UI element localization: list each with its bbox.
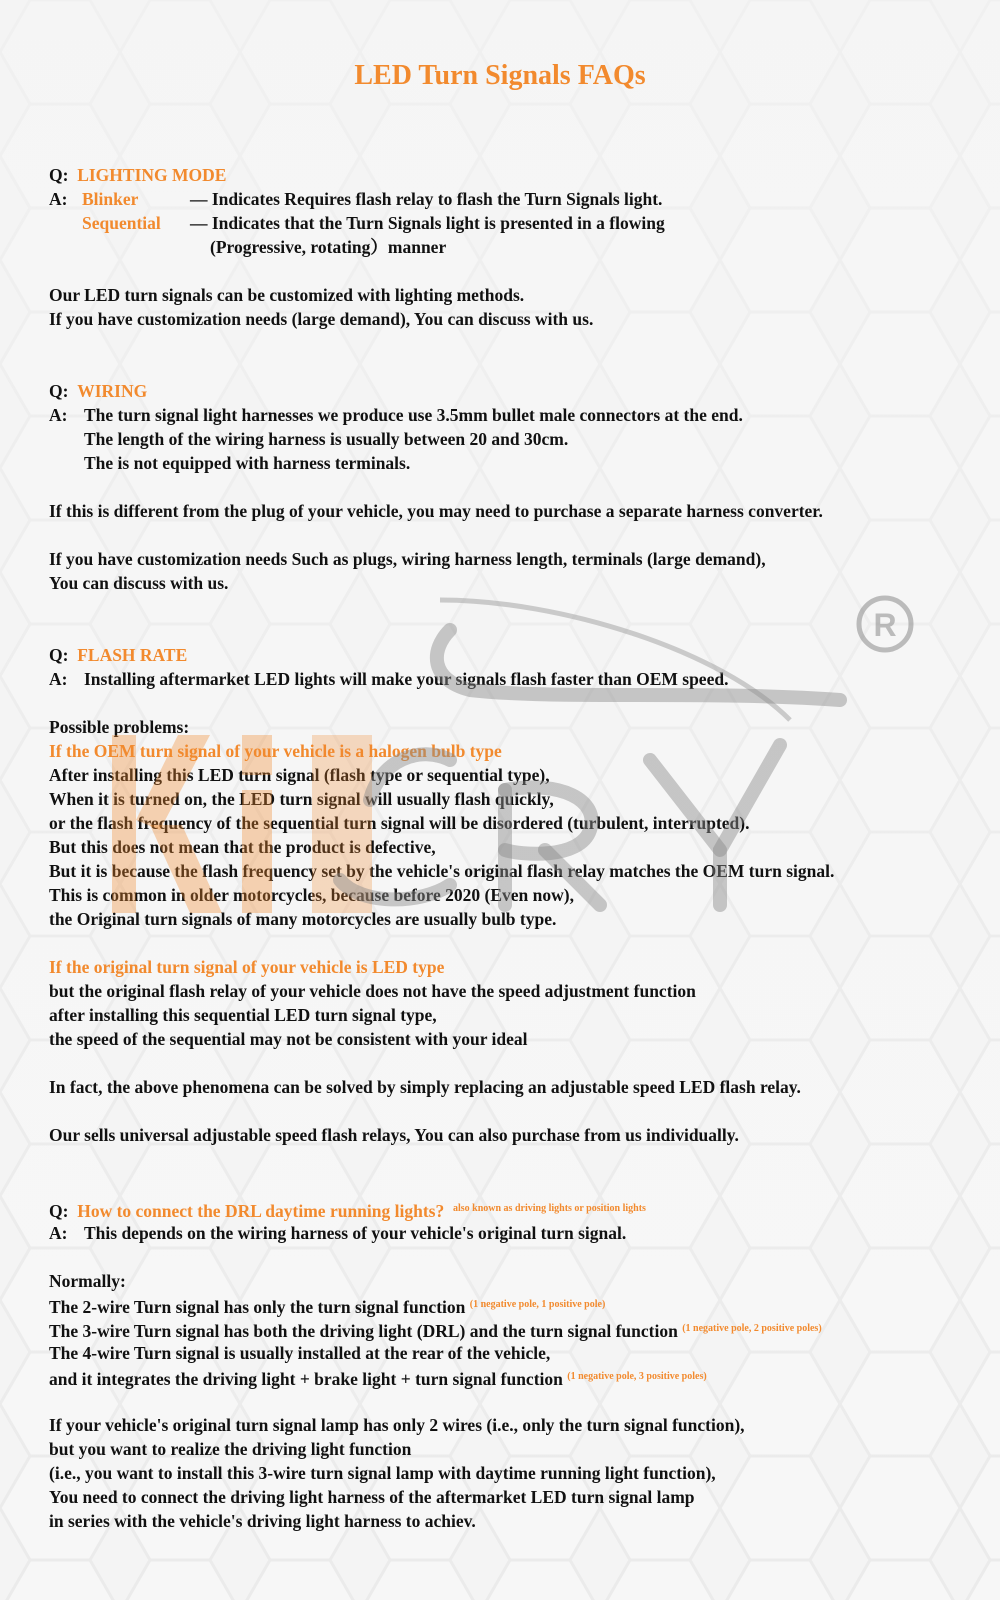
question-wiring [49, 380, 147, 402]
two-wire-line [49, 1294, 605, 1318]
blinker-description: — Indicates Requires flash relay to flash the Turn Signals light. [190, 189, 663, 209]
question-lighting [49, 164, 226, 186]
wiring-note-1: If this is different from the plug of your vehicle, you may need to purchase a separate harness converter. [49, 501, 823, 521]
four-wire-line-2 [49, 1366, 707, 1390]
answer-label-drl: A: [49, 1223, 68, 1243]
normally-label: Normally: [49, 1271, 126, 1291]
drl-explain-2: but you want to realize the driving light function [49, 1439, 412, 1459]
answer-label-flash: A: [49, 669, 68, 689]
question-text: WIRING [77, 381, 148, 401]
halogen-line-5: But it is because the flash frequency set by the vehicle's original flash relay matches the OEM turn signal. [49, 861, 835, 881]
three-wire-line [49, 1318, 822, 1342]
four-wire-text: and it integrates the driving light + brake light + turn signal function [49, 1369, 563, 1389]
drl-explain-1: If your vehicle's original turn signal lamp has only 2 wires (i.e., only the turn signal function), [49, 1415, 745, 1435]
drl-explain-5: in series with the vehicle's driving light harness to achiev. [49, 1511, 476, 1531]
question-note: also known as driving lights or position lights [452, 1203, 646, 1214]
halogen-heading: If the OEM turn signal of your vehicle is a halogen bulb type [49, 741, 502, 761]
blinker-term: Blinker [82, 189, 139, 209]
wiring-answer-2: The length of the wiring harness is usually between 20 and 30cm. [84, 429, 569, 449]
lighting-note-2: If you have customization needs (large demand), You can discuss with us. [49, 309, 594, 329]
led-line-1: but the original flash relay of your vehicle does not have the speed adjustment function [49, 981, 696, 1001]
sequential-description-2: (Progressive, rotating）manner [210, 237, 447, 257]
wiring-answer-3: The is not equipped with harness terminals. [84, 453, 411, 473]
four-wire-line-1: The 4-wire Turn signal is usually installed at the rear of the vehicle, [49, 1343, 551, 1363]
page-title: LED Turn Signals FAQs [354, 60, 646, 91]
halogen-line-4: But this does not mean that the product is defective, [49, 837, 436, 857]
two-wire-text: The 2-wire Turn signal has only the turn signal function [49, 1297, 466, 1317]
lighting-note-1: Our LED turn signals can be customized with lighting methods. [49, 285, 525, 305]
flash-fix: In fact, the above phenomena can be solved by simply replacing an adjustable speed LED flash relay. [49, 1077, 801, 1097]
halogen-line-7: the Original turn signals of many motorcycles are usually bulb type. [49, 909, 557, 929]
question-text: LIGHTING MODE [77, 165, 227, 185]
four-wire-note: (1 negative pole, 3 positive poles) [567, 1371, 707, 1382]
two-wire-note: (1 negative pole, 1 positive pole) [469, 1299, 606, 1310]
halogen-line-3: or the flash frequency of the sequential turn signal will be disordered (turbulent, interrupted). [49, 813, 750, 833]
wiring-note-3: You can discuss with us. [49, 573, 229, 593]
led-line-3: the speed of the sequential may not be consistent with your ideal [49, 1029, 528, 1049]
possible-problems: Possible problems: [49, 717, 190, 737]
drl-explain-3: (i.e., you want to install this 3-wire turn signal lamp with daytime running light function), [49, 1463, 716, 1483]
wiring-note-2: If you have customization needs Such as plugs, wiring harness length, terminals (large demand), [49, 549, 766, 569]
halogen-line-6: This is common in older motorcycles, because before 2020 (Even now), [49, 885, 574, 905]
answer-label-lighting: A: [49, 189, 68, 209]
led-line-2: after installing this sequential LED turn signal type, [49, 1005, 437, 1025]
flash-sell: Our sells universal adjustable speed flash relays, You can also purchase from us individually. [49, 1125, 739, 1145]
drl-explain-4: You need to connect the driving light harness of the aftermarket LED turn signal lamp [49, 1487, 695, 1507]
flash-answer: Installing aftermarket LED lights will make your signals flash faster than OEM speed. [84, 669, 729, 689]
wiring-answer-1: The turn signal light harnesses we produce use 3.5mm bullet male connectors at the end. [84, 405, 743, 425]
three-wire-note: (1 negative pole, 2 positive poles) [682, 1323, 822, 1334]
question-text: FLASH RATE [77, 645, 188, 665]
answer-label-wiring: A: [49, 405, 68, 425]
q-label: Q: [49, 645, 69, 665]
halogen-line-2: When it is turned on, the LED turn signal will usually flash quickly, [49, 789, 554, 809]
three-wire-text: The 3-wire Turn signal has both the driving light (DRL) and the turn signal function [49, 1321, 678, 1341]
question-drl [49, 1198, 646, 1222]
question-flash-rate [49, 644, 187, 666]
drl-answer: This depends on the wiring harness of your vehicle's original turn signal. [84, 1223, 627, 1243]
svg-text:R: R [873, 607, 897, 643]
sequential-term: Sequential [82, 213, 161, 233]
q-label: Q: [49, 1201, 69, 1221]
question-text: How to connect the DRL daytime running lights? [77, 1201, 445, 1221]
led-heading: If the original turn signal of your vehicle is LED type [49, 957, 445, 977]
halogen-line-1: After installing this LED turn signal (flash type or sequential type), [49, 765, 550, 785]
q-label: Q: [49, 381, 69, 401]
q-label: Q: [49, 165, 69, 185]
sequential-description: — Indicates that the Turn Signals light is presented in a flowing [190, 213, 665, 233]
